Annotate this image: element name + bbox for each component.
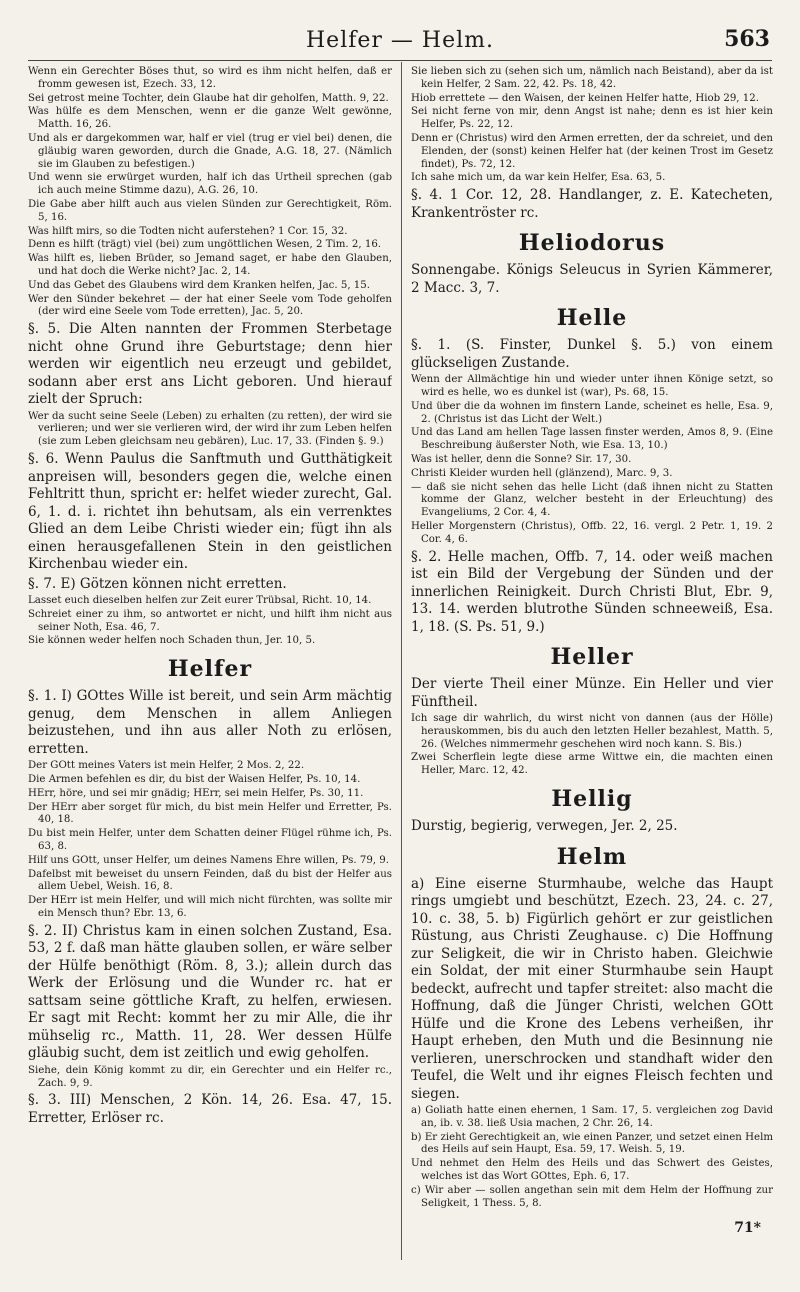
verse-entry: Sie lieben sich zu (sehen sich um, nämlich nach Beistand), aber da ist kein Helfer, 2 Sam. 22, 42. Ps. 18, 42. (411, 66, 773, 90)
verse-entry: — daß sie nicht sehen das helle Licht (daß ihnen nicht zu Statten komme der Glanz, welcher besteht in der Erleuchtung) des Evangeliums, 2 Cor. 4, 4. (411, 481, 773, 519)
verse-entry: Denn es hilft (trägt) viel (bei) zum ungöttlichen Wesen, 2 Tim. 2, 16. (28, 239, 382, 251)
verse-entry: Dafelbst mit beweiset du unsern Feinden, daß du bist der Helfer aus allem Uebel, Weish. 16, 8. (28, 868, 392, 893)
entry-heading-heliodorus: Heliodorus (518, 230, 666, 257)
verse-entry: Wenn ein Gerechter Böses thut, so wird es ihm nicht helfen, daß er fromm gewesen ist, Ezech. 33, 12. (28, 66, 392, 90)
entry-heading-helle: Helle (556, 305, 628, 332)
entry-heading-helm: Helm (556, 843, 628, 870)
signature-mark: 71* (734, 1220, 761, 1237)
section-paragraph: §. 2. Helle machen, Offb. 7, 14. oder weiß machen ist ein Bild der Vergebung der Sünden und der innerlichen Reinigkeit. Durch Christi Blut, Ebr. 9, 13. 14. werden blutrothe Sünden schneeweiß, Esa. 1, 18. (S. Ps. 51, 9.) (411, 548, 773, 635)
verse-entry: Und als er dargekommen war, half er viel (trug er viel bei) denen, die gläubig waren geworden, durch die Gnade, A.G. 18, 27. (Nämlich sie im Glauben zu befestigen.) (28, 132, 392, 170)
verse-entry: Ich sage dir wahrlich, du wirst nicht von dannen (aus der Hölle) herauskommen, bis du auch den letzten Heller bezahlest, Matth. 5, 26. (Welches nimmermehr geschehen wird noch kann. S. Bis.) (411, 713, 773, 750)
verse-entry: HErr, höre, und sei mir gnädig; HErr, sei mein Helfer, Ps. 30, 11. (28, 787, 364, 799)
section-paragraph: §. 4. 1 Cor. 12, 28. Handlanger, z. E. Katecheten, Krankentröster rc. (411, 187, 773, 221)
verse-entry: Und nehmet den Helm des Heils und das Schwert des Geistes, welches ist das Wort GOttes, Eph. 6, 17. (411, 1158, 773, 1182)
verse-entry: Christi Kleider wurden hell (glänzend), Marc. 9, 3. (411, 467, 673, 479)
verse-entry: Was hülfe es dem Menschen, wenn er die ganze Welt gewönne, Matth. 16, 26. (28, 106, 392, 131)
verse-entry: Der GOtt meines Vaters ist mein Helfer, 2 Mos. 2, 22. (28, 760, 305, 772)
verse-entry: Schreiet einer zu ihm, so antwortet er nicht, und hilft ihm nicht aus seiner Noth, Esa. 46, 7. (28, 608, 392, 633)
verse-entry: Wenn der Allmächtige hin und wieder unter ihnen Könige setzt, so wird es helle, wo es dunkel ist (war), Ps. 68, 15. (411, 374, 773, 398)
section-paragraph: §. 2. II) Christus kam in einen solchen Zustand, Esa. 53, 2 f. daß man hätte glauben sollen, er wäre selber der Hülfe benöthigt (Röm. 8, 3.); allein durch das Werk der Erlösung und die Wunder rc. hat er sattsam seine göttliche Kraft, zu helfen, erwiesen. Er sagt mit Recht: kommt her zu mir Alle, die ihr mühselig rc., Matth. 11, 28. Wer dessen Hülfe gläubig sucht, dem ist zeitlich und ewig geholfen. (28, 922, 392, 1062)
verse-entry: Wer da sucht seine Seele (Leben) zu erhalten (zu retten), der wird sie verlieren; und wer sie verlieren wird, der wird ihr zum Leben helfen (sie zum Leben gleichsam neu gebären), Luc. 17, 33. (Finden §. 9.) (28, 410, 392, 448)
verse-entry: Heller Morgenstern (Christus), Offb. 22, 16. vergl. 2 Petr. 1, 19. 2 Cor. 4, 6. (411, 520, 773, 545)
entry-heading-helfer: Helfer (167, 656, 253, 683)
section-paragraph: Durstig, begierig, verwegen, Jer. 2, 25. (411, 818, 678, 835)
verse-entry: Der HErr aber sorget für mich, du bist mein Helfer und Erretter, Ps. 40, 18. (28, 801, 392, 826)
verse-entry: Siehe, dein König kommt zu dir, ein Gerechter und ein Helfer rc., Zach. 9, 9. (28, 1064, 392, 1089)
verse-entry: Sei getrost meine Tochter, dein Glaube hat dir geholfen, Matth. 9, 22. (28, 92, 389, 104)
left-column (28, 66, 392, 1281)
verse-entry: c) Wir aber — sollen angethan sein mit dem Helm der Hoffnung zur Seligkeit, 1 Thess. 5, 8. (411, 1184, 773, 1209)
verse-entry: Wer den Sünder bekehret — der hat einer Seele vom Tode geholfen (der wird eine Seele vom Tode erretten), Jac. 5, 20. (28, 293, 392, 318)
verse-entry: Und das Land am hellen Tage lassen finster werden, Amos 8, 9. (Eine Beschreibung äußerster Noth, wie Esa. 13, 10.) (411, 427, 773, 452)
header-rule (28, 60, 772, 61)
verse-entry: Hiob errettete — den Waisen, der keinen Helfer hatte, Hiob 29, 12. (411, 92, 759, 104)
section-paragraph: Der vierte Theil einer Münze. Ein Heller und vier Fünftheil. (411, 676, 773, 710)
verse-entry: Was hilft es, lieben Brüder, so Jemand saget, er habe den Glauben, und hat doch die Werke nicht? Jac. 2, 14. (28, 253, 392, 277)
section-paragraph: a) Eine eiserne Sturmhaube, welche das Haupt rings umgiebt und beschützt, Ezech. 23, 24. c. 27, 10. c. 38, 5. b) Figürlich gehört er zur geistlichen Rüstung, aus Christi Zeughause. c) Die Hoffnung zur Seligkeit, die wir in Christo haben. Gleichwie ein Soldat, der mit einer Sturmhaube sein Haupt bedeckt, aufrecht und tapfer streitet: also macht die Hoffnung, daß die Jünger Christi, welchen GOtt Hülfe und die Krone des Lebens verheißen, ihr Haupt erheben, den Muth und die Besinnung nie verlieren, unerschrocken und standhaft wider den Teufel, die Welt und ihr eignes Fleisch fechten und siegen. (411, 875, 773, 1102)
section-paragraph: §. 6. Wenn Paulus die Sanftmuth und Gutthätigkeit anpreisen will, besonders gegen die, welche einen Fehltritt thun, spricht er: helfet wieder zurecht, Gal. 6, 1. d. i. richtet ihn behutsam, als ein verrenktes Glied an dem Leibe Christi wieder ein; fügt ihn als einen herausgefallenen Stein in den geistlichen Kirchenbau wieder ein. (28, 451, 392, 573)
verse-entry: Lasset euch dieselben helfen zur Zeit eurer Trübsal, Richt. 10, 14. (28, 595, 372, 607)
section-paragraph: §. 1. I) GOttes Wille ist bereit, und sein Arm mächtig genug, dem Menschen in allem Anliegen beizustehen, und ihn aus aller Noth zu erlösen, erretten. (28, 688, 392, 757)
verse-entry: Und das Gebet des Glaubens wird dem Kranken helfen, Jac. 5, 15. (28, 279, 371, 291)
right-column (411, 66, 773, 1281)
verse-entry: Zwei Scherflein legte diese arme Wittwe ein, die machten einen Heller, Marc. 12, 42. (411, 752, 773, 777)
verse-entry: Und wenn sie erwürget wurden, half ich das Urtheil sprechen (gab ich auch meine Stimme dazu), A.G. 26, 10. (28, 172, 392, 197)
verse-entry: Die Armen befehlen es dir, du bist der Waisen Helfer, Ps. 10, 14. (28, 774, 361, 786)
verse-entry: Hilf uns GOtt, unser Helfer, um deines Namens Ehre willen, Ps. 79, 9. (28, 854, 390, 866)
verse-entry: a) Goliath hatte einen ehernen, 1 Sam. 17, 5. vergleichen zog David an, ib. v. 38. ließ Usia machen, 2 Chr. 26, 14. (411, 1105, 773, 1129)
section-paragraph: §. 1. (S. Finster, Dunkel §. 5.) von einem glückseligen Zustande. (411, 337, 773, 371)
verse-entry: Der HErr ist mein Helfer, und will mich nicht fürchten, was sollte mir ein Mensch thun? Ebr. 13, 6. (28, 895, 392, 919)
verse-entry: Sei nicht ferne von mir, denn Angst ist nahe; denn es ist hier kein Helfer, Ps. 22, 12. (411, 106, 773, 131)
entry-heading-hellig: Hellig (551, 786, 633, 813)
verse-entry: Was ist heller, denn die Sonne? Sir. 17, 30. (411, 453, 632, 465)
column-divider (401, 62, 402, 1260)
verse-entry: Und über die da wohnen im finstern Lande, scheinet es helle, Esa. 9, 2. (Christus ist das Licht der Welt.) (411, 400, 773, 425)
verse-entry: b) Er zieht Gerechtigkeit an, wie einen Panzer, und setzet einen Helm des Heils auf sein Haupt, Esa. 59, 17. Weish. 5, 19. (411, 1131, 773, 1156)
verse-entry: Was hilft mirs, so die Todten nicht auferstehen? 1 Cor. 15, 32. (28, 225, 348, 237)
verse-entry: Die Gabe aber hilft auch aus vielen Sünden zur Gerechtigkeit, Röm. 5, 16. (28, 198, 392, 223)
verse-entry: Du bist mein Helfer, unter dem Schatten deiner Flügel rühme ich, Ps. 63, 8. (28, 828, 392, 852)
running-head: Helfer — Helm. (305, 28, 494, 53)
page-header (0, 24, 800, 60)
verse-entry: Denn er (Christus) wird den Armen erretten, der da schreiet, und den Elenden, der (sonst) keinen Helfer hat (der keinen Trost im Gesetz findet), Ps. 72, 12. (411, 132, 773, 170)
section-paragraph: Sonnengabe. Königs Seleucus in Syrien Kämmerer, 2 Macc. 3, 7. (411, 262, 773, 296)
verse-entry: Ich sahe mich um, da war kein Helfer, Esa. 63, 5. (411, 172, 666, 184)
section-paragraph: §. 7. E) Götzen können nicht erretten. (28, 575, 287, 592)
section-paragraph: §. 5. Die Alten nannten der Frommen Sterbetage nicht ohne Grund ihre Geburtstage; denn hier werden wir eigentlich neu erzeugt und gebildet, sodann aber erst ans Licht geboren. Und hierauf zielt der Spruch: (28, 321, 392, 408)
verse-entry: Sie können weder helfen noch Schaden thun, Jer. 10, 5. (28, 635, 316, 647)
entry-heading-heller: Heller (550, 644, 634, 671)
page-number: 563 (724, 26, 770, 52)
section-paragraph: §. 3. III) Menschen, 2 Kön. 14, 26. Esa. 47, 15. Erretter, Erlöser rc. (28, 1092, 392, 1126)
